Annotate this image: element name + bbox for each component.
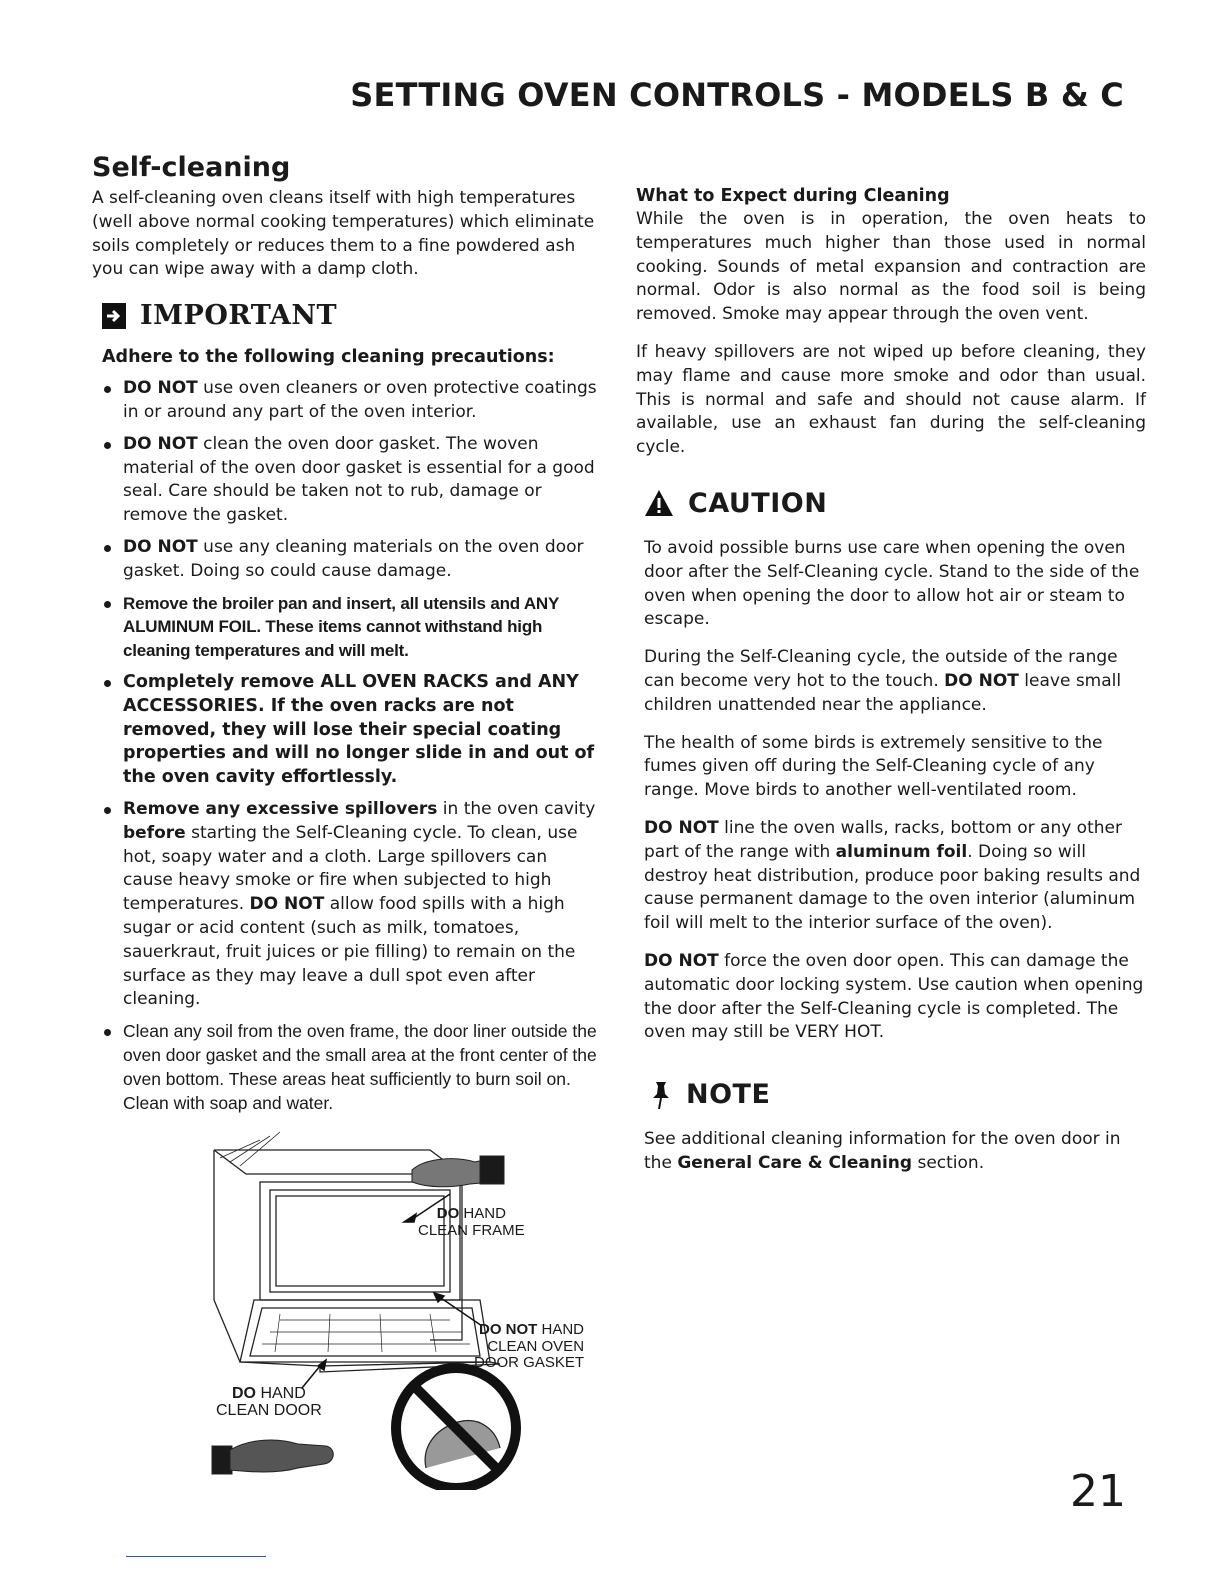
caution-warning-icon [644, 489, 674, 517]
door-callout: DO HAND CLEAN DOOR [216, 1385, 322, 1419]
left-column [92, 152, 597, 1123]
precautions-heading: Adhere to the following cleaning precautions: [102, 347, 555, 368]
expect-paragraph-2: If heavy spillovers are not wiped up before cleaning, they may flame and cause more smoke and odor than usual. This is normal and safe and should not cause alarm. If available, use an exhaust fan during the self-cleaning cycle. [636, 341, 1146, 458]
list-item: Clean any soil from the oven frame, the door liner outside the oven door gasket and the small area at the front center of the oven bottom. These areas heat sufficiently to burn soil on. Clean with soap and water. [102, 1020, 597, 1115]
self-cleaning-intro: A self-cleaning oven cleans itself with high temperatures (well above normal cooking temperatures) which eliminate soils completely or reduces them to a fine powdered ash you can wipe away with a damp cloth. [92, 188, 595, 280]
expect-paragraph-1: While the oven is in operation, the oven heats to temperatures much higher than those used in normal cooking. Sounds of metal expansion and contraction are normal. Odor is also normal as the food soil is being removed. Smoke may appear through the oven vent. [636, 209, 1146, 325]
important-label: IMPORTANT [140, 300, 338, 332]
important-banner [102, 300, 597, 331]
frame-callout: DO HAND CLEAN FRAME [418, 1205, 525, 1239]
note-label: NOTE [686, 1079, 771, 1111]
caution-label: CAUTION [688, 487, 828, 519]
caution-paragraph-1: To avoid possible burns use care when opening the oven door after the Self-Cleaning cycle. Stand to the side of the oven when opening the door to allow hot air or steam to escape. [644, 537, 1140, 630]
gasket-callout: DO NOT HAND CLEAN OVEN DOOR GASKET [474, 1321, 585, 1371]
caution-paragraph-2: During the Self-Cleaning cycle, the outside of the range can become very hot to the touch. DO NOT leave small children unattended near the appliance. [644, 647, 1122, 715]
self-cleaning-heading: Self-cleaning [92, 152, 291, 183]
list-item: Completely remove ALL OVEN RACKS and ANY ACCESSORIES. If the oven racks are not removed, they will lose their special coating properties and will no longer slide in and out of the oven cavity effortlessly. [102, 671, 597, 790]
caution-paragraph-3: The health of some birds is extremely sensitive to the fumes given off during the Self-Cleaning cycle of any range. Move birds to another well-ventilated room. [644, 732, 1103, 801]
page-title: SETTING OVEN CONTROLS - MODELS B & C [350, 76, 1124, 114]
pushpin-icon [650, 1080, 672, 1110]
precautions-list [102, 377, 597, 1115]
right-column [636, 186, 1146, 1190]
list-item: Remove any excessive spillovers in the oven cavity before starting the Self-Cleaning cycle. To clean, use hot, soapy water and a cloth. Large spillovers can cause heavy smoke or fire when subjected to high temperatures. DO NOT allow food spills with a high sugar or acid content (such as milk, tomatoes, sauerkraut, fruit juices or pie filling) to remain on the surface as they may leave a dull spot even after cleaning. [102, 798, 597, 1012]
footer-rule [126, 1556, 266, 1557]
note-paragraph: See additional cleaning information for the oven door in the General Care & Cleaning section. [644, 1129, 1121, 1173]
caution-paragraph-5: DO NOT force the oven door open. This can damage the automatic door locking system. Use caution when opening the door after the Self-Cleaning cycle is completed. The oven may still be VERY HOT. [644, 950, 1144, 1043]
important-arrow-icon [102, 303, 126, 329]
list-item: Remove the broiler pan and insert, all utensils and ANY ALUMINUM FOIL. These items cannot withstand high cleaning temperatures and will melt. [102, 592, 597, 663]
list-item: DO NOT use any cleaning materials on the oven door gasket. Doing so could cause damage. [102, 536, 597, 584]
list-item: DO NOT use oven cleaners or oven protective coatings in or around any part of the oven interior. [102, 377, 597, 425]
oven-cleaning-illustration [200, 1130, 600, 1490]
expect-heading: What to Expect during Cleaning [636, 186, 950, 206]
list-item: DO NOT clean the oven door gasket. The woven material of the oven door gasket is essential for a good seal. Care should be taken not to rub, damage or remove the gasket. [102, 433, 597, 528]
caution-banner [644, 488, 1146, 519]
note-banner [650, 1079, 1146, 1110]
page-number: 21 [1070, 1466, 1126, 1517]
caution-paragraph-4: DO NOT line the oven walls, racks, bottom or any other part of the range with aluminum foil. Doing so will destroy heat distribution, produce poor baking results and cause permanent damage to the oven interior (aluminum foil will melt to the interior surface of the oven). [644, 817, 1141, 934]
caution-body [636, 537, 1146, 1045]
